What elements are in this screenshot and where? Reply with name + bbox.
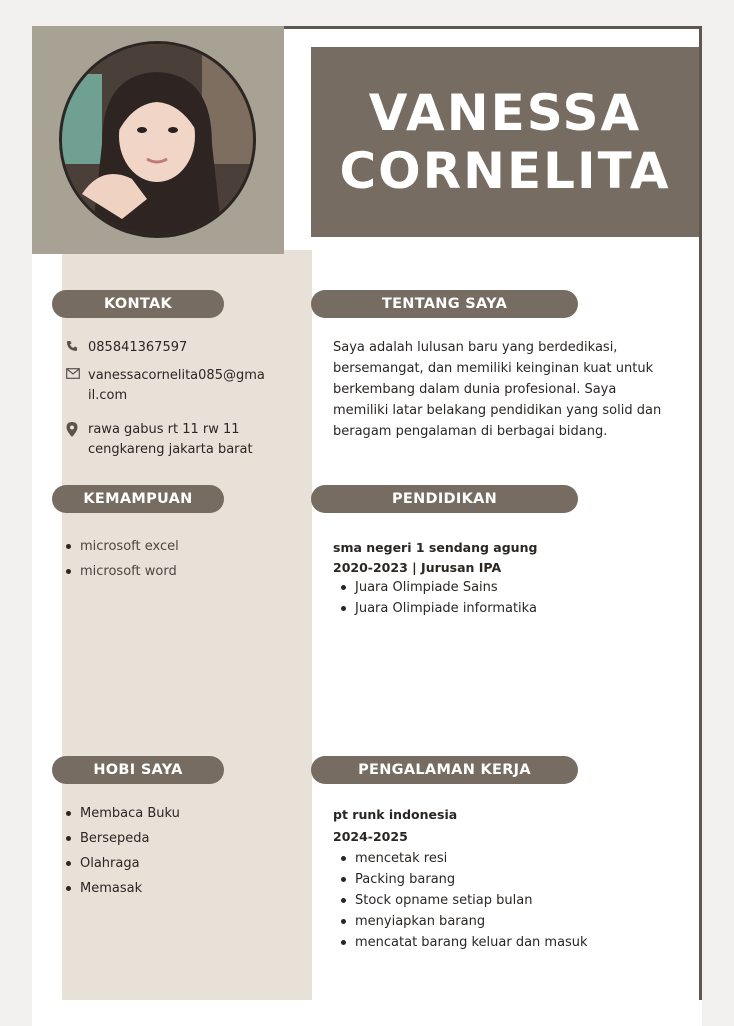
list-item: menyiapkan barang xyxy=(339,911,588,932)
list-item: Olahraga xyxy=(64,851,180,876)
skills-list xyxy=(64,534,179,584)
contact-address xyxy=(66,420,268,460)
experience-tasks xyxy=(339,848,588,953)
contact-phone xyxy=(66,338,268,358)
first-name: VANESSA xyxy=(368,84,642,142)
mail-icon xyxy=(66,366,88,406)
name-banner xyxy=(311,47,699,237)
skills-heading: KEMAMPUAN xyxy=(52,485,224,513)
list-item: microsoft word xyxy=(64,559,179,584)
list-item: Stock opname setiap bulan xyxy=(339,890,588,911)
list-item: Membaca Buku xyxy=(64,801,180,826)
list-item: Juara Olimpiade Sains xyxy=(339,577,537,598)
company-name: pt runk indonesia xyxy=(333,807,458,822)
experience-heading: PENGALAMAN KERJA xyxy=(311,756,578,784)
profile-photo xyxy=(59,41,256,238)
phone-text: 085841367597 xyxy=(88,340,188,355)
email-text: vanessacornelita085@gmail.com xyxy=(88,368,265,403)
phone-icon xyxy=(66,338,88,358)
list-item: Bersepeda xyxy=(64,826,180,851)
right-border xyxy=(699,26,702,1000)
list-item: mencatat barang keluar dan masuk xyxy=(339,932,588,953)
last-name: CORNELITA xyxy=(339,142,671,200)
list-item: mencetak resi xyxy=(339,848,588,869)
list-item: Juara Olimpiade informatika xyxy=(339,598,537,619)
contact-heading: KONTAK xyxy=(52,290,224,318)
education-heading: PENDIDIKAN xyxy=(311,485,578,513)
list-item: microsoft excel xyxy=(64,534,179,559)
hobbies-heading: HOBI SAYA xyxy=(52,756,224,784)
education-period: 2020-2023 | Jurusan IPA xyxy=(333,560,502,575)
experience-period: 2024-2025 xyxy=(333,829,408,844)
top-border xyxy=(284,26,702,29)
location-pin-icon xyxy=(66,420,88,460)
list-item: Memasak xyxy=(64,876,180,901)
about-text: Saya adalah lulusan baru yang berdedikasi, bersemangat, dan memiliki keinginan kuat untuk berkembang dalam dunia profesional. Saya memiliki latar belakang pendidikan yang solid dan beragam pengalaman di berbagai bidang. xyxy=(333,340,662,439)
hobbies-list xyxy=(64,801,180,901)
education-achievements xyxy=(339,577,537,619)
list-item: Packing barang xyxy=(339,869,588,890)
address-text: rawa gabus rt 11 rw 11 cengkareng jakarta barat xyxy=(88,422,253,457)
contact-email xyxy=(66,366,268,406)
about-heading: TENTANG SAYA xyxy=(311,290,578,318)
school-name: sma negeri 1 sendang agung xyxy=(333,540,538,555)
